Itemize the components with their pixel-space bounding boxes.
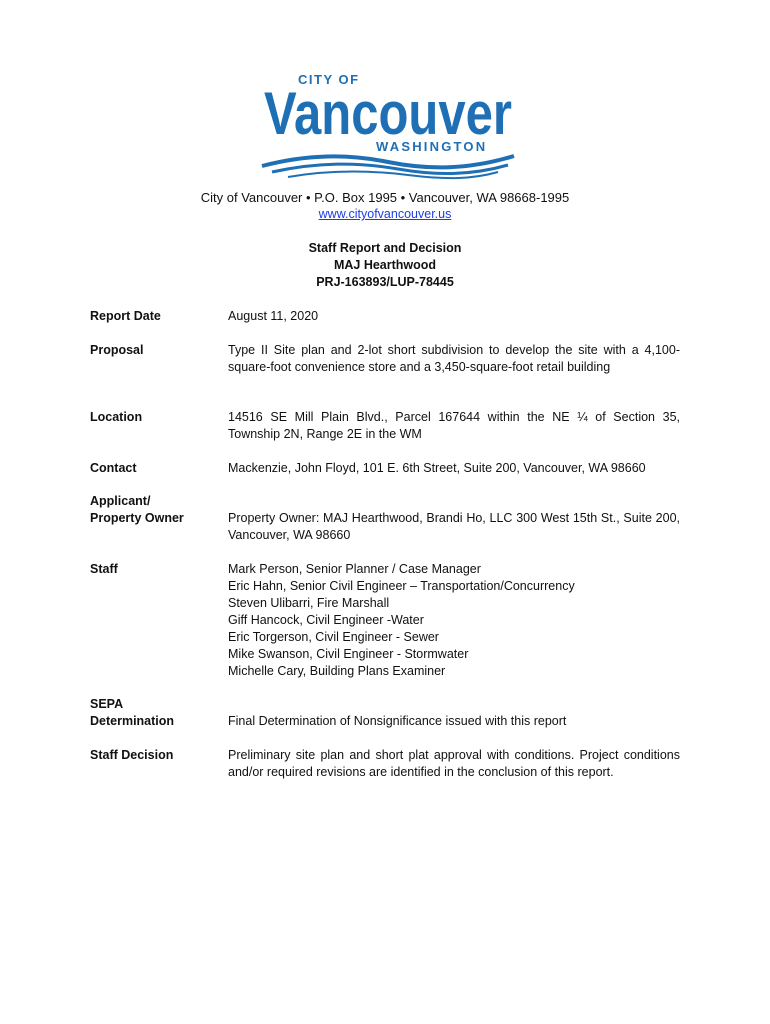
sepa-label-line1: SEPA: [90, 697, 124, 711]
city-of-vancouver-logo: [258, 70, 518, 180]
logo-vancouver-text: Vancouver: [264, 80, 512, 147]
staff-member: Eric Hahn, Senior Civil Engineer – Transportation/Concurrency: [228, 579, 575, 593]
report-title: Staff Report and Decision: [308, 241, 462, 255]
staff-member: Mike Swanson, Civil Engineer - Stormwater: [228, 647, 469, 661]
contact-value: Mackenzie, John Floyd, 101 E. 6th Street, Suite 200, Vancouver, WA 98660: [228, 461, 646, 475]
staff-member: Michelle Cary, Building Plans Examiner: [228, 664, 446, 678]
report-date-value: August 11, 2020: [228, 309, 319, 323]
staff-decision-label: Staff Decision: [90, 748, 174, 762]
applicant-label-line2: Property Owner: [90, 511, 184, 525]
staff-member: Eric Torgerson, Civil Engineer - Sewer: [228, 630, 439, 644]
staff-label: Staff: [90, 562, 118, 576]
location-value: 14516 SE Mill Plain Blvd., Parcel 167644 within the NE ¼ of Section 35, Township 2N, Range 2E in the WM: [228, 410, 680, 441]
staff-list: [228, 561, 680, 680]
address-line: City of Vancouver • P.O. Box 1995 • Vancouver, WA 98668-1995: [200, 190, 570, 205]
vancouver-logo-graphic: [258, 70, 518, 180]
website-line: [0, 207, 770, 221]
proposal-value: Type II Site plan and 2-lot short subdivision to develop the site with a 4,100-square-foot convenience store and a 3,450-square-foot retail building: [228, 343, 680, 374]
applicant-label-line1: Applicant/: [90, 494, 151, 508]
staff-member: Steven Ulibarri, Fire Marshall: [228, 596, 390, 610]
staff-member: Giff Hancock, Civil Engineer -Water: [228, 613, 424, 627]
report-heading: [0, 240, 770, 291]
logo-city-of-text: CITY OF: [298, 72, 360, 87]
report-date-label: Report Date: [90, 309, 161, 323]
logo-washington-text: WASHINGTON: [376, 139, 488, 154]
staff-decision-value: Preliminary site plan and short plat approval with conditions. Project conditions and/or required revisions are identified in the conclusion of this report.: [228, 748, 680, 779]
location-label: Location: [90, 410, 143, 424]
proposal-label: Proposal: [90, 343, 144, 357]
report-project: MAJ Hearthwood: [333, 258, 437, 272]
contact-label: Contact: [90, 461, 137, 475]
applicant-label: [90, 493, 184, 527]
website-link[interactable]: www.cityofvancouver.us: [318, 207, 452, 221]
applicant-value: Property Owner: MAJ Hearthwood, Brandi Ho, LLC 300 West 15th St., Suite 200, Vancouver, WA 98660: [228, 511, 680, 542]
report-number: PRJ-163893/LUP-78445: [316, 275, 454, 289]
sepa-label: [90, 696, 174, 730]
sepa-value: Final Determination of Nonsignificance issued with this report: [228, 714, 567, 728]
sepa-label-line2: Determination: [90, 714, 175, 728]
staff-member: Mark Person, Senior Planner / Case Manager: [228, 562, 481, 576]
